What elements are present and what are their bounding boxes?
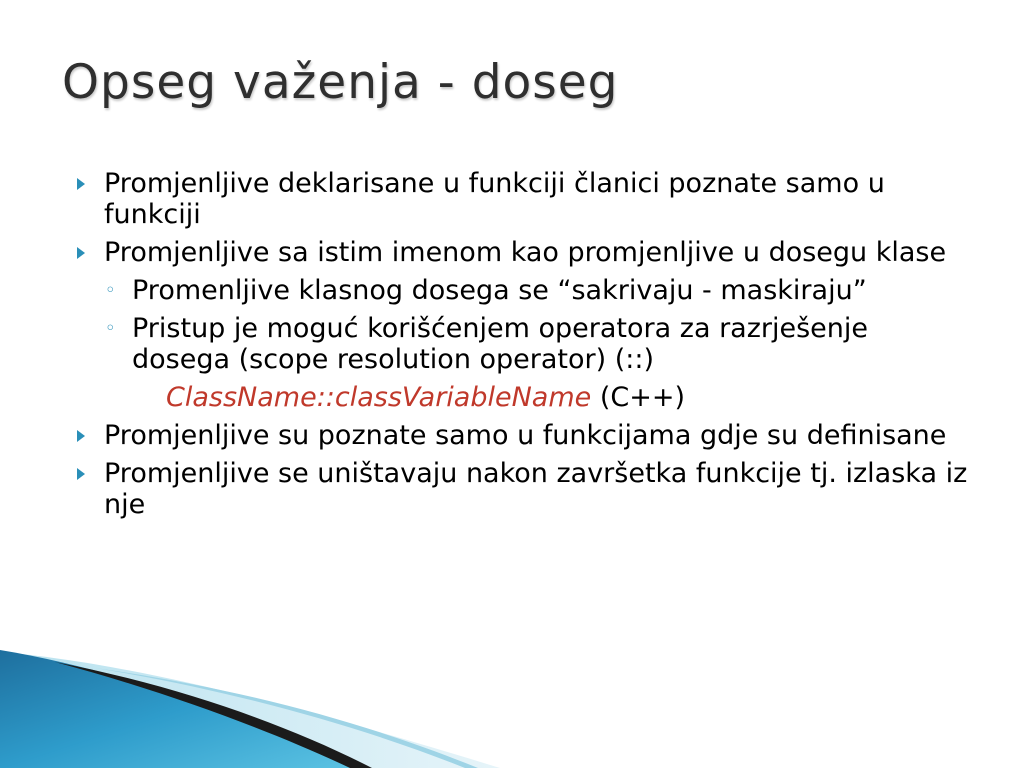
code-example-line: [74, 382, 974, 413]
sub-bullet-text: Promenljive klasnog dosega se “sakrivaju - maskiraju”: [132, 275, 867, 306]
bullet-text: Promjenljive sa istim imenom kao promjenljive u dosegu klase: [104, 237, 947, 268]
triangle-bullet-icon: [77, 468, 85, 480]
bullet-item: [74, 420, 974, 451]
triangle-bullet-icon: [77, 430, 85, 442]
bullet-item: [74, 168, 974, 230]
sub-bullet-item: [74, 313, 974, 375]
circle-bullet-icon: ◦: [105, 280, 116, 301]
wave-blue-band: [0, 650, 360, 768]
bullet-text: Promjenljive su poznate samo u funkcijama gdje su definisane: [104, 420, 947, 451]
triangle-bullet-icon: [77, 178, 85, 190]
bullet-text: Promjenljive deklarisane u funkciji članici poznate samo u funkciji: [104, 168, 885, 230]
bullet-item: [74, 458, 974, 520]
sub-bullet-item: [74, 275, 974, 306]
triangle-bullet-icon: [77, 247, 85, 259]
code-example-suffix: (C++): [591, 382, 685, 413]
slide-content: [74, 168, 974, 527]
code-example-name: ClassName::classVariableName: [166, 382, 592, 413]
bullet-item: [74, 237, 974, 268]
bullet-text: Promjenljive se uništavaju nakon završetka funkcije tj. izlaska iz nje: [104, 458, 968, 520]
slide-title: Opseg važenja - doseg: [62, 55, 619, 110]
sub-bullet-text: Pristup je moguć korišćenjem operatora za razrješenje dosega (scope resolution operator) (::): [132, 313, 869, 375]
circle-bullet-icon: ◦: [105, 318, 116, 339]
